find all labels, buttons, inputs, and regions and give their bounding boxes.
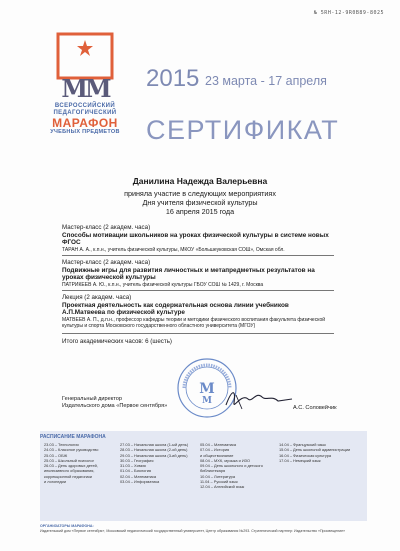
organizers-title: ОРГАНИЗАТОРЫ МАРАФОНА:: [40, 524, 94, 528]
session-topic: Проектная деятельность как содержательная основа линии учебников А.П.Матвеева по физической культуре: [62, 301, 289, 317]
schedule-column-4: [279, 442, 350, 463]
schedule-item: 11.04 – Русский язык: [200, 479, 238, 485]
schedule-item: 10.04 – Литература: [200, 473, 235, 479]
schedule-item: 29.03 – Начальная школа (3-ий день): [120, 452, 188, 458]
session-1: [62, 224, 332, 253]
schedule-item: 03.04 – Информатика: [120, 479, 160, 485]
logo-subtitle: УЧЕБНЫХ ПРЕДМЕТОВ: [50, 129, 120, 135]
logo-line-1: ВСЕРОССИЙСКИЙ: [54, 103, 116, 109]
schedule-item: 28.03 – Начальная школа (2-ой день): [120, 447, 188, 453]
recipient-name: Данилина Надежда Валерьевна: [132, 176, 268, 186]
schedule-item: 23.03 – Технология: [44, 442, 79, 447]
schedule-column-2: [120, 442, 188, 484]
schedule-item: библиотекаря: [200, 468, 226, 474]
schedule-item: инклюзивного образования,: [44, 468, 95, 474]
signature-icon: [222, 385, 296, 413]
signer-position: [62, 396, 167, 410]
total-hours: Итого академических часов: 6 (шесть): [62, 338, 172, 345]
session-topic: Подвижные игры для развития личностных и метапредметных результатов на уроках физической культуры: [62, 266, 315, 282]
logo-line-2: ПЕДАГОГИЧЕСКИЙ: [53, 110, 117, 116]
session-author: ПАТРИКЕЕВ А. Ю., к.п.н., учитель физической культуры ГБОУ СОШ № 1429, г. Москва: [62, 281, 264, 288]
session-2: [62, 259, 332, 288]
schedule-item: 17.04 – Немецкий язык: [279, 457, 321, 463]
schedule-item: 27.03 – Начальная школа (1-ый день): [120, 442, 189, 447]
session-3: [62, 294, 332, 329]
intro-line-3: 16 апреля 2015 года: [165, 207, 235, 216]
schedule-item: коррекционной педагогики: [44, 473, 92, 479]
schedule-item: 24.03 – Классное руководство: [44, 447, 99, 453]
schedule-item: 07.04 – История: [200, 447, 230, 453]
event-year: 2015: [146, 65, 200, 92]
divider: [62, 255, 334, 256]
session-type: Лекция (2 академ. часа): [62, 294, 132, 301]
marathon-logo: [42, 32, 128, 135]
schedule-item: 01.04 – Биология: [120, 468, 152, 474]
schedule-item: 16.04 – Физическая культура: [279, 452, 332, 458]
logo-emblem-icon: [56, 32, 114, 80]
serial-number: № 5RH-12-9R0B89-8025: [313, 10, 384, 16]
schedule-item: 30.03 – География: [120, 457, 154, 463]
logo-name: МАРАФОН: [52, 116, 118, 130]
schedule-item: 08.04 – МХК, музыка и ИЗО: [200, 457, 250, 463]
session-type: Мастер-класс (2 академ. часа): [62, 224, 151, 231]
schedule-title: РАСПИСАНИЕ МАРАФОНА: [40, 434, 106, 440]
schedule-item: 15.04 – День школьной администрации: [279, 447, 351, 453]
schedule-item: 25.03 – ОБЖ: [44, 452, 68, 458]
event-dates: 23 марта - 17 апреля: [205, 74, 327, 88]
schedule-item: 02.04 – Математика: [120, 473, 156, 479]
schedule-item: 26.03 – День здоровых детей,: [44, 463, 98, 469]
schedule-column-3: [200, 442, 263, 490]
svg-text:М: М: [199, 381, 215, 397]
schedule-column-1: [44, 442, 98, 484]
signer-name: А.С. Соловейчик: [293, 405, 337, 411]
signer-position-line-1: Генеральный директор: [62, 396, 122, 402]
certificate-title: СЕРТИФИКАТ: [146, 115, 340, 145]
session-type: Мастер-класс (2 академ. часа): [62, 259, 151, 266]
schedule-item: 12.04 – Английский язык: [200, 484, 245, 490]
schedule-item: 09.04 – День школьного и детского: [200, 463, 263, 469]
schedule-item: 14.04 – Французский язык: [279, 442, 326, 447]
organizers-text: Издательский дом «Первое сентября», Московский педагогический государственный университет, Центр образования №293. Стратегический партнер: Издательство «Просвещение»: [40, 528, 346, 533]
intro-line-1: приняла участие в следующих мероприятиях: [124, 189, 276, 198]
session-topic: Способы мотивации школьников на уроках физической культуры в системе новых ФГОС: [62, 231, 329, 247]
svg-text:М: М: [202, 396, 212, 406]
schedule-item: и логопедии: [44, 479, 67, 485]
signer-position-line-2: Издательского дома «Первое сентября»: [62, 403, 168, 409]
divider: [62, 290, 334, 291]
divider: [62, 333, 334, 334]
schedule-item: и обществознание: [200, 452, 234, 458]
schedule-item: 31.03 – Химия: [120, 463, 146, 469]
logo-mark: ММ: [61, 74, 109, 103]
session-author: МАТВЕЕВ А. П., д.п.н., профессор кафедры теории и методики физического воспитания факультета физической культуры и спорта Московского государственного областного университета (МГОУ): [62, 316, 326, 329]
schedule-item: 05.04 – Математика: [200, 442, 236, 447]
schedule-item: 25.03 – Школьный психолог: [44, 457, 95, 463]
intro-line-2: Дня учителя физической культуры: [142, 198, 258, 207]
session-author: ТАРАН А. А., к.п.н., учитель физической культуры, МКОУ «Большеуковская СОШ», Омская обл.: [62, 246, 285, 253]
organizers: [40, 524, 370, 533]
